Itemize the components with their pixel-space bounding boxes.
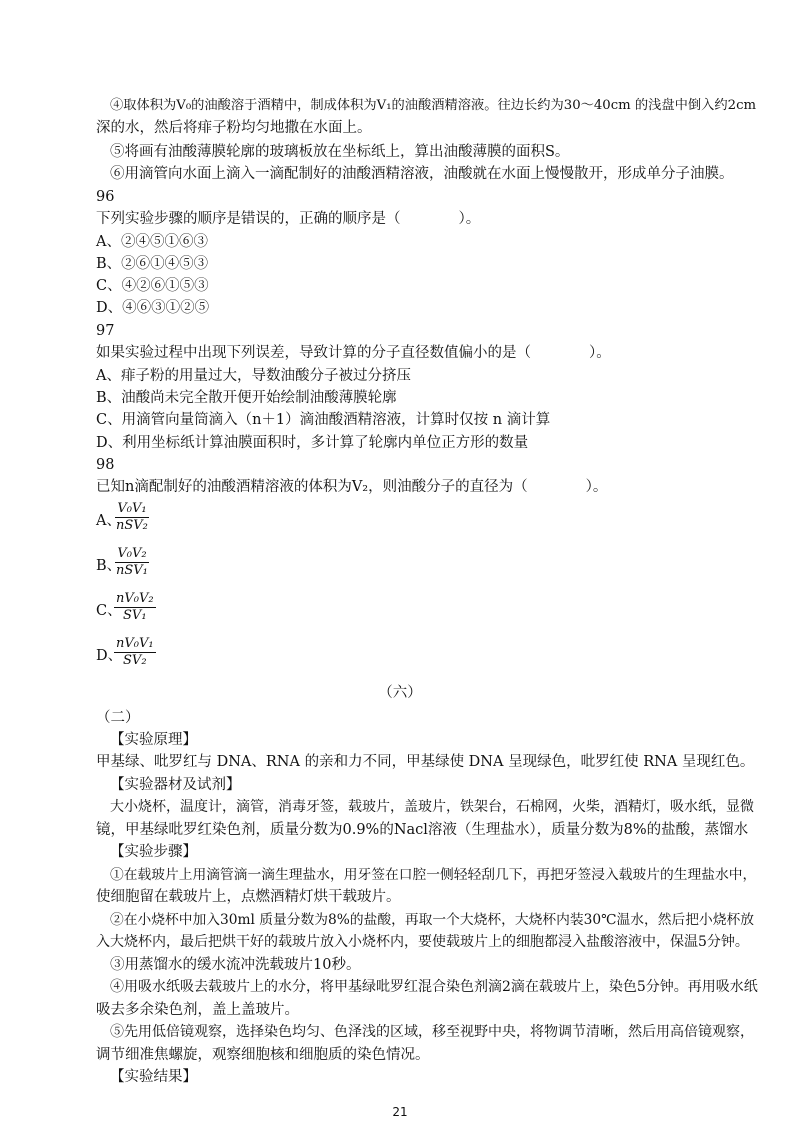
steps-title: 【实验步骤】 [110,844,197,860]
fraction-numerator: V₀V₁ [117,501,147,516]
question-96-number: 96 [96,189,115,205]
fraction-numerator: nV₀V₁ [116,636,154,651]
question-97-option-d: D、利用坐标纸计算油膜面积时，多计算了轮廓内单位正方形的数量 [96,435,529,451]
fraction [114,636,156,669]
step-3-line: ③用蒸馏水的缓水流冲洗载玻片10秒。 [110,957,361,973]
step-2-line-1: ②在小烧杯中加入30ml 质量分数为8%的盐酸，再取一个大烧杯，大烧杯内装30℃温水，然后把小烧杯放 [110,912,754,928]
question-97-option-a: A、痱子粉的用量过大，导数油酸分子被过分挤压 [96,368,411,384]
fraction [114,501,150,534]
question-96-stem: 下列实验步骤的顺序是错误的，正确的顺序是（ ）。 [96,211,481,227]
question-96-option-a: A、②④⑤①⑥③ [96,234,208,250]
fraction-denominator: nSV₁ [116,563,148,578]
step-4-line-2b: 吸去多余染色剂，盖上盖玻片。 [96,1002,299,1018]
option-label: A、 [96,513,121,529]
question-96-option-b: B、②⑥①④⑤③ [96,256,209,272]
fraction-numerator: nV₀V₂ [116,591,154,606]
fraction-numerator: V₀V₂ [117,546,147,561]
option-label: B、 [96,558,122,574]
principle-title: 【实验原理】 [110,732,197,748]
fraction-denominator: SV₂ [123,653,147,668]
materials-line-1: 大小烧杯，温度计，滴管，消毒牙签，载玻片，盖玻片，铁架台，石棉网，火柴，酒精灯，吸水纸，显微 [110,799,754,815]
result-title: 【实验结果】 [110,1069,197,1085]
question-97-option-b: B、油酸尚未完全散开便开始绘制油酸薄膜轮廓 [96,390,397,406]
page-number: 21 [392,1105,408,1119]
question-97-stem: 如果实验过程中出现下列误差，导致计算的分子直径数值偏小的是（ ）。 [96,345,611,361]
option-label: D、 [96,648,123,664]
step-5-line-2: 调节细准焦螺旋，观察细胞核和细胞质的染色情况。 [96,1047,430,1063]
step-5-line-1: ⑤先用低倍镜观察，选择染色均匀、色泽浅的区域，移至视野中央，将物调节清晰，然后用高倍镜观察， [110,1024,754,1040]
materials-line-2: 镜，甲基绿吡罗红染色剂，质量分数为0.9%的Nacl溶液（生理盐水），质量分数为8%的盐酸，蒸馏水 [96,822,749,838]
step-2-line-2: 入大烧杯内，最后把烘干好的载玻片放入小烧杯内，要使载玻片上的细胞都浸入盐酸溶液中，保温5分钟。 [96,934,749,950]
fraction [114,546,150,579]
step-4-line-1b: ④用吸水纸吸去载玻片上的水分，将甲基绿吡罗红混合染色剂滴2滴在载玻片上，染色5分钟。再用吸水纸 [110,979,758,995]
question-96-option-c: C、④②⑥①⑤③ [96,278,209,294]
question-96-option-d: D、④⑥③①②⑤ [96,300,210,316]
step-4-line-2: 深的水，然后将痱子粉均匀地撒在水面上。 [96,120,372,136]
section-six-heading: （六） [378,685,422,701]
part-2-heading: （二） [96,710,140,726]
step-4-line-1: ④取体积为V₀的油酸溶于酒精中，制成体积为V₁的油酸酒精溶液。往边长约为30～40cm 的浅盘中倒入约2cm [110,98,757,113]
fraction-denominator: nSV₂ [116,518,148,533]
fraction [114,591,156,624]
question-97-option-c: C、用滴管向量筒滴入（n＋1）滴油酸酒精溶液，计算时仅按 n 滴计算 [96,412,551,428]
question-97-number: 97 [96,323,115,339]
question-98-stem: 已知n滴配制好的油酸酒精溶液的体积为V₂，则油酸分子的直径为（ ）。 [96,479,608,495]
materials-title: 【实验器材及试剂】 [110,777,241,793]
step-1-line-1: ①在载玻片上用滴管滴一滴生理盐水，用牙签在口腔一侧轻轻刮几下，再把牙签浸入载玻片的生理盐水中， [110,867,757,883]
step-6-line: ⑥用滴管向水面上滴入一滴配制好的油酸酒精溶液，油酸就在水面上慢慢散开，形成单分子油膜。 [110,166,734,182]
fraction-denominator: SV₁ [123,608,147,623]
question-98-number: 98 [96,457,115,473]
option-label: C、 [96,603,122,619]
principle-text: 甲基绿、吡罗红与 DNA、RNA 的亲和力不同，甲基绿使 DNA 呈现绿色，吡罗红使 RNA 呈现红色。 [96,754,755,770]
step-5-line: ⑤将画有油酸薄膜轮廓的玻璃板放在坐标纸上，算出油酸薄膜的面积S。 [110,144,570,160]
step-1-line-2: 使细胞留在载玻片上，点燃酒精灯烘干载玻片。 [96,889,401,905]
